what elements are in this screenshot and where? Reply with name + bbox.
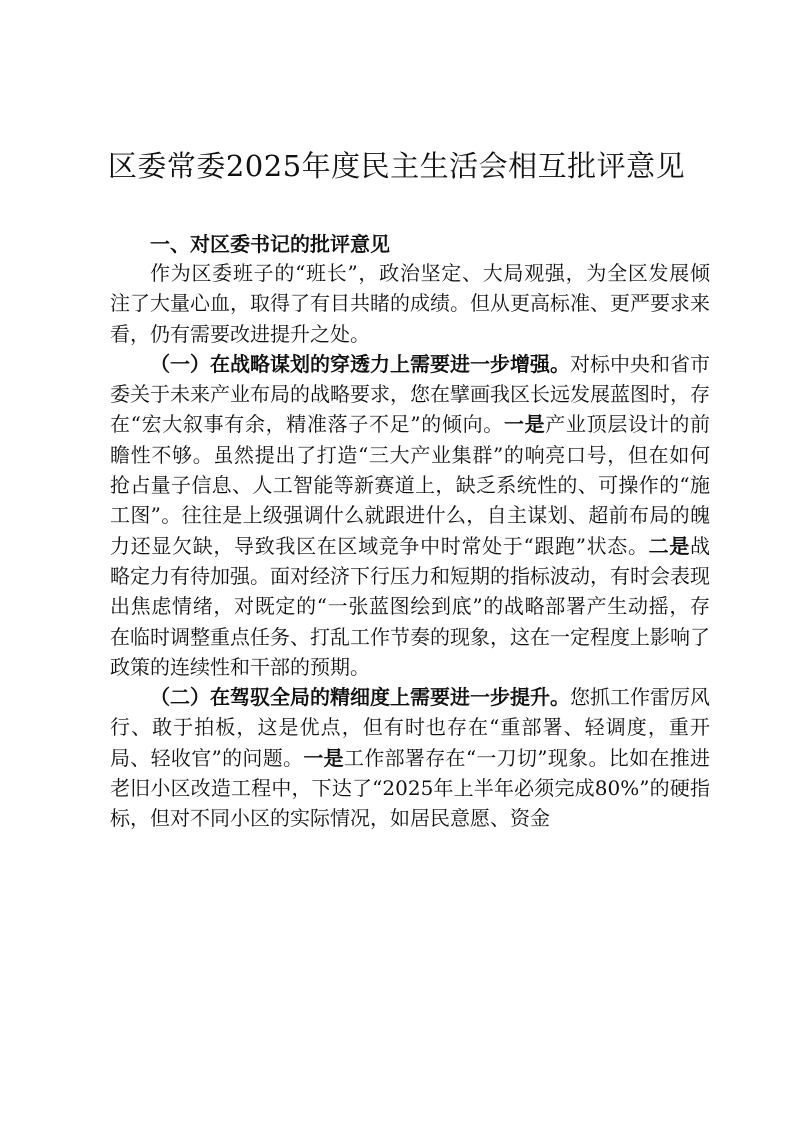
paragraph	[110, 258, 710, 349]
document-body	[110, 258, 710, 834]
body-text-run: 您抓工作雷厉风行、敢于拍板，这是优点，但有时也存在“重部署、轻调度，重开局、轻收官”的问题。	[110, 685, 710, 770]
emphasis-text: （一）在战略谋划的穿透力上需要进一步增强。	[150, 351, 570, 376]
emphasis-text: 一是	[503, 412, 546, 437]
emphasis-text: 一是	[303, 745, 344, 770]
body-text-run: 工作部署存在“一刀切”现象。比如在推进老旧小区改造工程中，下达了“2025年上半年必须完成80%”的硬指标，但对不同小区的实际情况，如居民意愿、资金	[110, 745, 711, 831]
emphasis-text: （二）在驾驭全局的精细度上需要进一步提升。	[150, 685, 570, 710]
body-text-run: 战略定力有待加强。面对经济下行压力和短期的指标波动，有时会表现出焦虑情绪，对既定的“一张蓝图绘到底”的战略部署产生动摇，存在临时调整重点任务、打乱工作节奏的现象，这在一定程度上影响了政策的连续性和干部的预期。	[110, 533, 711, 679]
paragraph	[110, 682, 710, 833]
section-heading: 一、对区委书记的批评意见	[150, 232, 390, 256]
body-text-run: 对标中央和省市委关于未来产业布局的战略要求，您在擘画我区长远发展蓝图时，存在“宏大叙事有余，精准落子不足”的倾向。	[110, 351, 710, 437]
body-text-run: 产业顶层设计的前瞻性不够。虽然提出了打造“三大产业集群”的响亮口号，但在如何抢占量子信息、人工智能等新赛道上，缺乏系统性的、可操作的“施工图”。往往是上级强调什么就跟进什么，自主谋划、超前布局的魄力还显欠缺，导致我区在区域竞争中时常处于“跟跑”状态。	[110, 412, 711, 558]
paragraph	[110, 349, 710, 682]
document-title: 区委常委2025年度民主生活会相互批评意见	[107, 149, 686, 183]
emphasis-text: 二是	[648, 533, 691, 558]
body-text-run: 作为区委班子的“班长”，政治坚定、大局观强，为全区发展倾注了大量心血，取得了有目共睹的成绩。但从更高标准、更严要求来看，仍有需要改进提升之处。	[110, 261, 710, 346]
